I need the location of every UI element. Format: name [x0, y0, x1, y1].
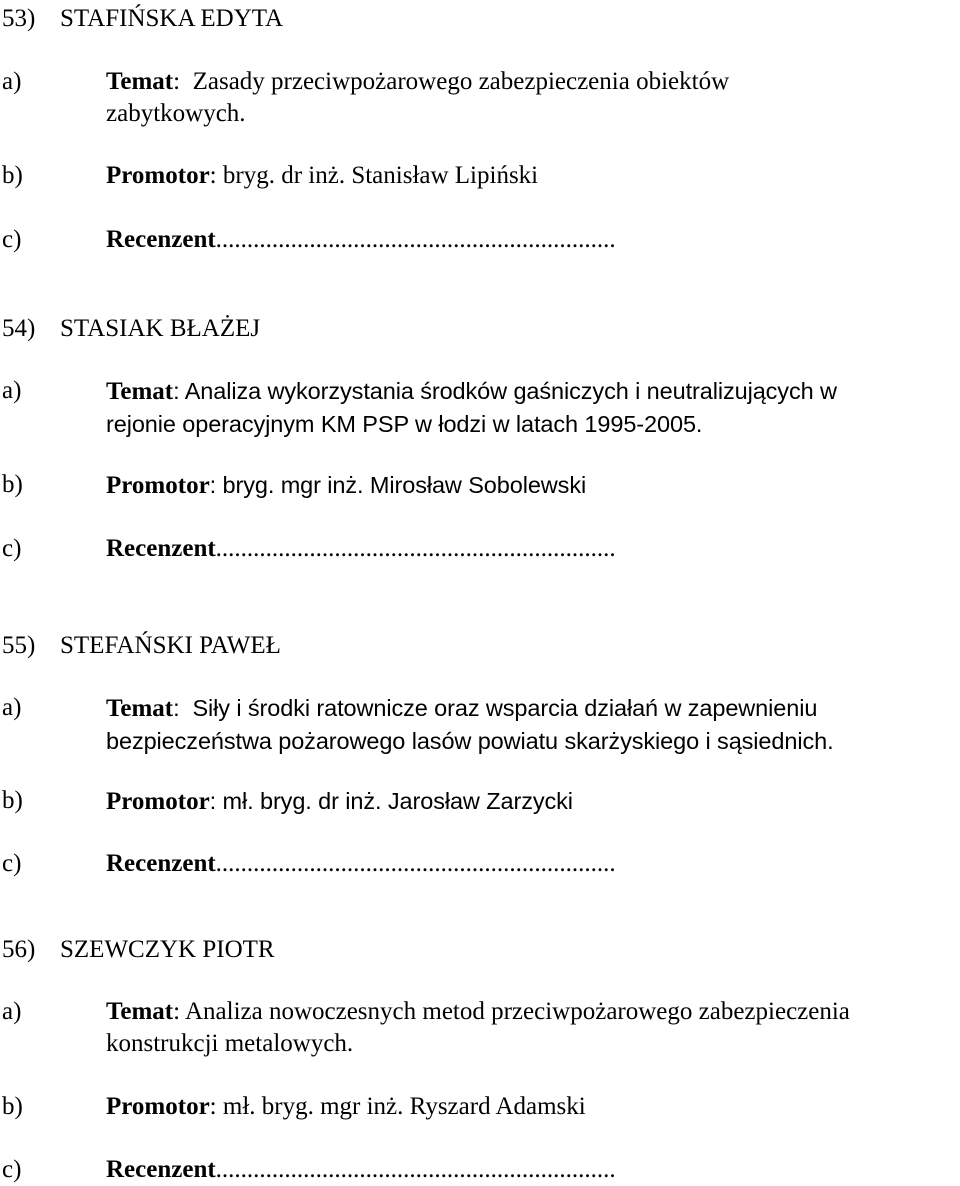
item-marker: c): [2, 850, 22, 877]
topic-content: [106, 66, 958, 130]
reviewer-dots: ................................................................: [215, 226, 616, 253]
supervisor-content: [106, 785, 958, 818]
reviewer-content: [106, 533, 958, 565]
supervisor-colon: :: [209, 162, 223, 189]
supervisor-label: Promotor: [106, 1093, 210, 1120]
reviewer-content: [106, 1154, 958, 1186]
topic-line-2: bezpieczeństwa pożarowego lasów powiatu skarżyskiego i sąsiednich.: [106, 728, 834, 754]
topic-line-2: rejonie operacyjnym KM PSP w łodzi w latach 1995-2005.: [106, 411, 703, 437]
entry-heading: [2, 313, 260, 345]
topic-label: Temat: [106, 68, 174, 95]
supervisor-colon: :: [209, 472, 223, 498]
supervisor-value: mł. bryg. mgr inż. Ryszard Adamski: [222, 1093, 586, 1120]
item-marker: b): [2, 1093, 23, 1120]
topic-content: [106, 692, 958, 757]
reviewer-dots: ................................................................: [215, 1156, 616, 1183]
supervisor-value: bryg. dr inż. Stanisław Lipiński: [222, 162, 539, 189]
reviewer-label: Recenzent: [106, 226, 216, 253]
item-marker: a): [2, 377, 22, 404]
entry-heading: [2, 3, 283, 35]
supervisor-content: [106, 160, 958, 192]
topic-line-1: Siły i środki ratownicze oraz wsparcia działań w zapewnieniu: [192, 695, 818, 721]
topic-label: Temat: [106, 998, 174, 1025]
topic-line-1: Analiza nowoczesnych metod przeciwpożarowego zabezpieczenia: [184, 998, 850, 1025]
item-marker: b): [2, 787, 23, 814]
reviewer-dots: ................................................................: [215, 850, 616, 877]
student-name: SZEWCZYK PIOTR: [60, 936, 275, 963]
supervisor-label: Promotor: [106, 162, 210, 189]
entry-heading: [2, 630, 281, 662]
entry-number: 53): [2, 5, 36, 32]
supervisor-content: [106, 1091, 958, 1123]
supervisor-content: [106, 469, 958, 502]
topic-line-2: zabytkowych.: [106, 100, 246, 127]
item-marker: a): [2, 998, 22, 1025]
topic-label: Temat: [106, 378, 174, 405]
topic-content: [106, 375, 958, 440]
reviewer-label: Recenzent: [106, 1156, 216, 1183]
topic-line-1: Analiza wykorzystania środków gaśniczych i neutralizujących w: [184, 378, 837, 404]
student-name: STEFAŃSKI PAWEŁ: [60, 632, 281, 659]
topic-colon: :: [173, 68, 193, 95]
reviewer-content: [106, 848, 958, 880]
topic-line-2: konstrukcji metalowych.: [106, 1030, 354, 1057]
topic-colon: :: [173, 695, 193, 721]
item-marker: c): [2, 535, 22, 562]
item-marker: b): [2, 162, 23, 189]
supervisor-colon: :: [209, 1093, 223, 1120]
reviewer-label: Recenzent: [106, 850, 216, 877]
topic-line-1: Zasady przeciwpożarowego zabezpieczenia obiektów: [192, 68, 730, 95]
item-marker: a): [2, 694, 22, 721]
entry-number: 56): [2, 936, 36, 963]
supervisor-value: mł. bryg. dr inż. Jarosław Zarzycki: [222, 788, 573, 814]
item-marker: b): [2, 471, 23, 498]
topic-colon: :: [173, 998, 185, 1025]
topic-content: [106, 996, 960, 1060]
supervisor-label: Promotor: [106, 788, 210, 815]
item-marker: c): [2, 226, 22, 253]
supervisor-value: bryg. mgr inż. Mirosław Sobolewski: [222, 472, 587, 498]
supervisor-label: Promotor: [106, 472, 210, 499]
supervisor-colon: :: [209, 788, 223, 814]
topic-colon: :: [173, 378, 185, 404]
item-marker: a): [2, 68, 22, 95]
entry-heading: [2, 934, 275, 966]
reviewer-dots: ................................................................: [215, 535, 616, 562]
student-name: STASIAK BŁAŻEJ: [60, 315, 261, 342]
student-name: STAFIŃSKA EDYTA: [60, 5, 284, 32]
entry-number: 55): [2, 632, 36, 659]
reviewer-content: [106, 224, 958, 256]
entry-number: 54): [2, 315, 36, 342]
topic-label: Temat: [106, 695, 174, 722]
item-marker: c): [2, 1156, 22, 1183]
reviewer-label: Recenzent: [106, 535, 216, 562]
